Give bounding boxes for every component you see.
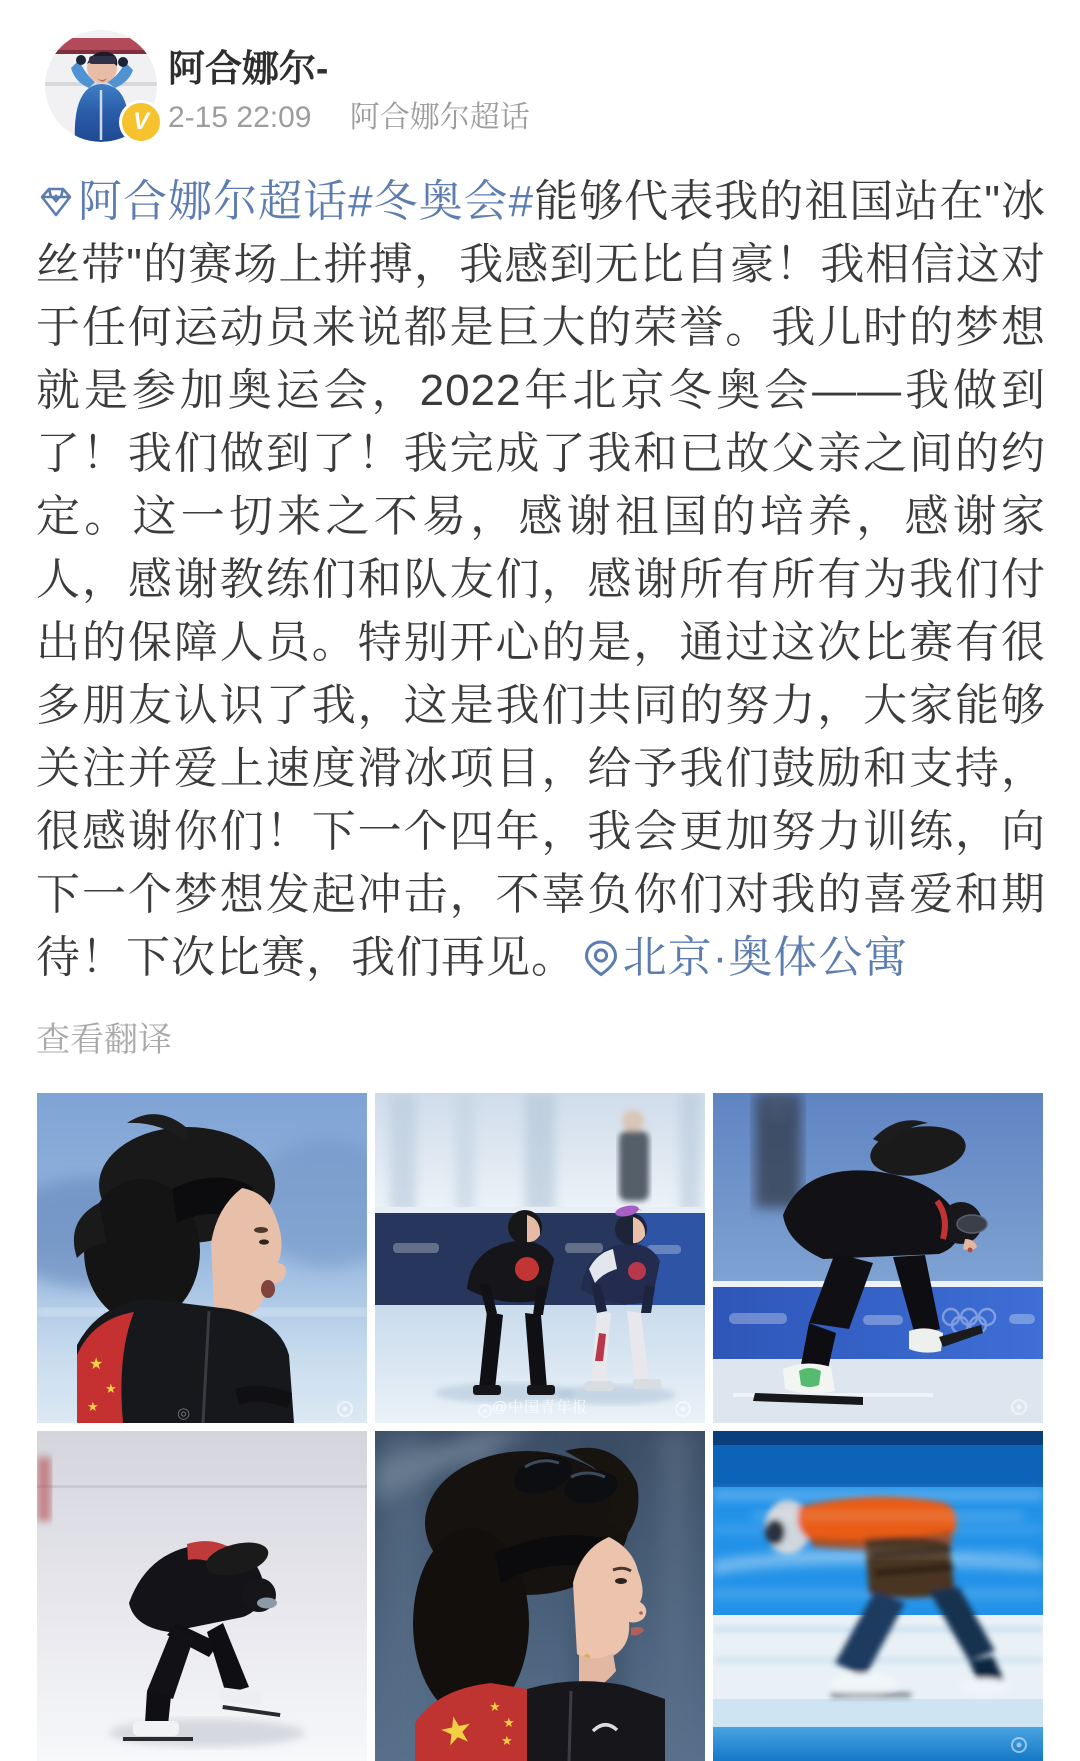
photo-4-training-pose[interactable] (37, 1431, 367, 1761)
svg-text:★: ★ (87, 1399, 99, 1414)
supertopic-gem-icon (36, 182, 76, 222)
svg-text:★: ★ (503, 1715, 515, 1730)
username[interactable]: 阿合娜尔- (168, 48, 329, 89)
view-translation-link[interactable]: 查看翻译 (36, 1021, 172, 1059)
svg-text:★: ★ (435, 1707, 478, 1756)
photo-6-illustration (713, 1431, 1043, 1761)
location-pin-icon (581, 938, 621, 978)
verified-badge: V (119, 100, 163, 144)
photo-2-illustration (375, 1093, 705, 1423)
avatar[interactable] (45, 30, 157, 142)
svg-text:◎: ◎ (177, 1405, 191, 1422)
timestamp: 2-15 22:09 (168, 101, 312, 134)
svg-text:★: ★ (501, 1733, 513, 1748)
post-content (36, 170, 1046, 989)
photo-4-illustration (37, 1431, 367, 1761)
post-body-text: 能够代表我的祖国站在"冰丝带"的赛场上拼搏，我感到无比自豪！我相信这对于任何运动员来说都是巨大的荣誉。我儿时的梦想就是参加奥运会，2022年北京冬奥会——我做到了！我们做到了！我完成了我和已故父亲之间的约定。这一切来之不易，感谢祖国的培养，感谢家人，感谢教练们和队友们，感谢所有所有为我们付出的保障人员。特别开心的是，通过这次比赛有很多朋友认识了我，这是我们共同的努力，大家能够关注并爱上速度滑冰项目，给予我们鼓励和支持，很感谢你们！下一个四年，我会更加努力训练，向下一个梦想发起冲击，不辜负你们对我的喜爱和期待！下次比赛，我们再见。 (36, 177, 1046, 982)
photo-5-portrait[interactable] (375, 1431, 705, 1761)
photo-5-illustration (375, 1431, 705, 1761)
photo-3-crouching-skater[interactable] (713, 1093, 1043, 1423)
svg-text:★: ★ (89, 1356, 104, 1373)
photo-6-motion-blur-skater[interactable] (713, 1431, 1043, 1761)
photo-grid (37, 1093, 1043, 1761)
supertopic-link[interactable]: 阿合娜尔超话 (36, 177, 348, 226)
svg-text:★: ★ (105, 1381, 117, 1396)
photo-1-skater-closeup[interactable] (37, 1093, 367, 1423)
source-supertopic[interactable]: 阿合娜尔超话 (349, 101, 530, 134)
svg-text:★: ★ (489, 1699, 501, 1714)
photo-3-illustration (713, 1093, 1043, 1423)
photo-watermark: @中国青年报 (491, 1399, 589, 1416)
photo-2-two-skaters[interactable] (375, 1093, 705, 1423)
post-meta (168, 92, 530, 136)
photo-1-illustration (37, 1093, 367, 1423)
hashtag-link[interactable]: #冬奥会# (348, 177, 535, 226)
location-link[interactable]: 北京·奥体公寓 (576, 933, 908, 982)
